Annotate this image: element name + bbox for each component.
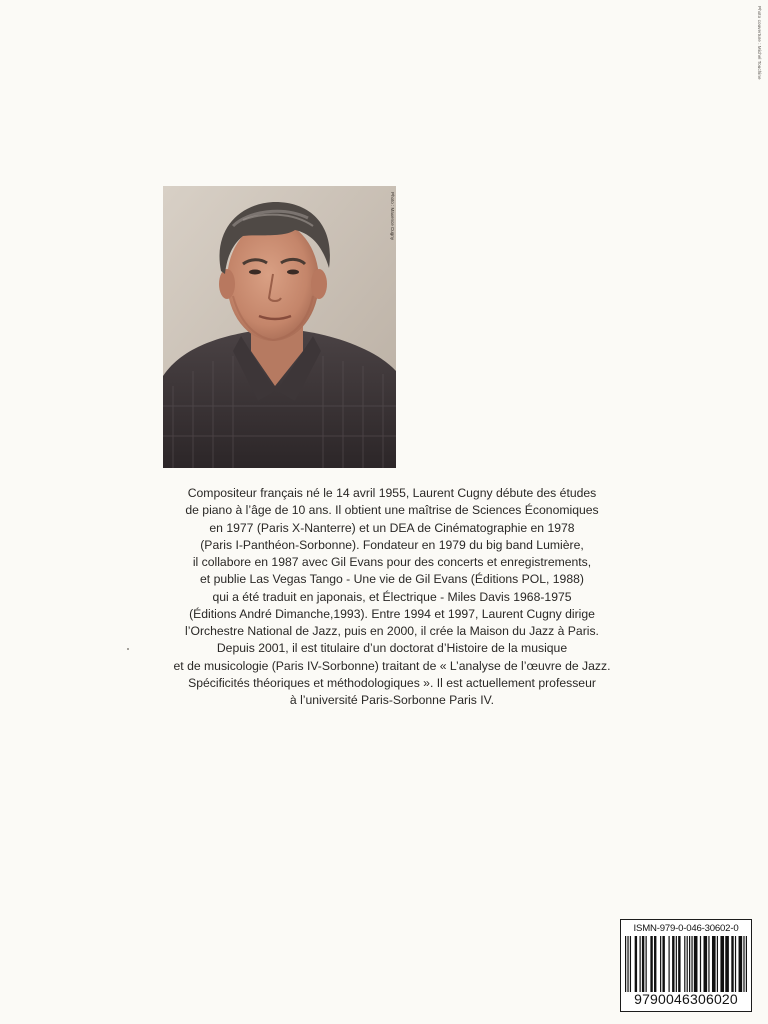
barcode-bar (704, 936, 708, 992)
barcode-bar (646, 936, 647, 992)
author-portrait-image (163, 186, 396, 468)
bio-line: et publie Las Vegas Tango - Une vie de Gil Evans (Éditions POL, 1988) (200, 572, 584, 587)
bio-line: il collabore en 1987 avec Gil Evans pour des concerts et enregistrements, (192, 555, 592, 569)
bio-line: l’Orchestre National de Jazz, puis en 2000, il crée la Maison du Jazz à Paris. (185, 624, 599, 638)
ismn-number: ISMN-979-0-046-30602-0 (633, 923, 739, 934)
barcode-bar (708, 936, 709, 992)
barcode-bar (694, 936, 698, 992)
bio-line: Compositeur français né le 14 avril 1955, Laurent Cugny débute des études (187, 486, 597, 500)
barcode-bar (640, 936, 641, 992)
bio-line: Spécificités théoriques et méthodologiques ». Il est actuellement professeur (188, 675, 596, 690)
photo-credit: Photo : Maxence Cugny (390, 192, 395, 241)
bio-line: (Paris I-Panthéon-Sorbonne). Fondateur en 1979 du big band Lumière, (200, 537, 584, 552)
barcode-bar (739, 936, 743, 992)
barcode-bar (627, 936, 628, 992)
barcode-bar (731, 936, 733, 992)
barcode-bar (720, 936, 724, 992)
author-photo (163, 186, 396, 468)
barcode-bar (689, 936, 690, 992)
barcode-bar (672, 936, 674, 992)
barcode-bar (684, 936, 685, 992)
barcode-bar (691, 936, 692, 992)
barcode-bar (735, 936, 736, 992)
decorative-dot (127, 648, 129, 650)
bio-line: à l’université Paris-Sorbonne Paris IV. (289, 693, 495, 707)
bio-line: et de musicologie (Paris IV-Sorbonne) traitant de « L’analyse de l’œuvre de Jazz. (173, 658, 611, 673)
barcode-bar (676, 936, 677, 992)
author-biography (162, 485, 622, 709)
barcode-bar (746, 936, 747, 992)
bio-line: en 1977 (Paris X-Nanterre) et un DEA de Cinématographie en 1978 (209, 520, 575, 535)
barcode-bar (642, 936, 644, 992)
bio-line: de piano à l’âge de 10 ans. Il obtient une maîtrise de Sciences Économiques (185, 503, 599, 518)
bio-line: Depuis 2001, il est titulaire d’un doctorat d’Histoire de la musique (216, 641, 568, 656)
bio-line: qui a été traduit en japonais, et Électrique - Miles Davis 1968-1975 (212, 589, 572, 604)
barcode-bar (662, 936, 664, 992)
barcode-bar (650, 936, 652, 992)
barcode-bar (687, 936, 688, 992)
barcode-bar (668, 936, 669, 992)
barcode-bar (712, 936, 716, 992)
barcode-bar (660, 936, 661, 992)
barcode-bars (625, 936, 747, 992)
barcode-bar (654, 936, 656, 992)
barcode-bar (725, 936, 729, 992)
barcode-bar (717, 936, 718, 992)
barcode-box (620, 919, 752, 1012)
barcode-bar (625, 936, 626, 992)
barcode-bar (700, 936, 701, 992)
bio-line: (Éditions André Dimanche,1993). Entre 1994 et 1997, Laurent Cugny dirige (189, 606, 595, 621)
barcode-bar (743, 936, 744, 992)
barcode-bar (635, 936, 637, 992)
cover-photo-credit: Photo couverture : Michel Touchine (757, 6, 762, 80)
barcode-bar (630, 936, 631, 992)
barcode-digits: 9790046306020 (634, 991, 738, 1007)
barcode-bar (678, 936, 680, 992)
